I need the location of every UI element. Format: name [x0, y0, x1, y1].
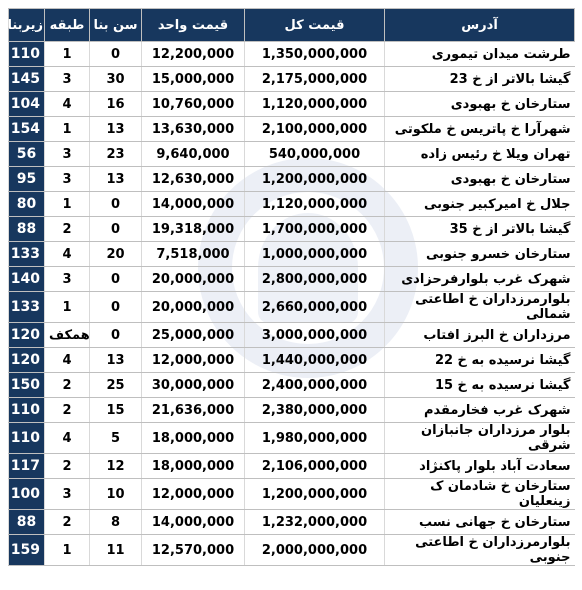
cell-unit-price: 21,636,000 [142, 398, 245, 423]
cell-floor: 1 [45, 535, 90, 566]
header-address: آدرس [385, 9, 575, 42]
cell-age: 16 [90, 92, 142, 117]
cell-unit-price: 19,318,000 [142, 217, 245, 242]
cell-total-price: 3,000,000,000 [245, 323, 385, 348]
cell-age: 13 [90, 117, 142, 142]
table-row [9, 479, 575, 510]
table-row [9, 242, 575, 267]
cell-age: 30 [90, 67, 142, 92]
cell-address: ستارخان خ بهبودی [385, 167, 575, 192]
cell-address: گیشا بالاتر از خ 35 [385, 217, 575, 242]
cell-area: 56 [9, 142, 45, 167]
cell-unit-price: 30,000,000 [142, 373, 245, 398]
cell-unit-price: 13,630,000 [142, 117, 245, 142]
cell-total-price: 1,232,000,000 [245, 510, 385, 535]
cell-age: 13 [90, 348, 142, 373]
cell-total-price: 2,100,000,000 [245, 117, 385, 142]
header-age: سن بنا [90, 9, 142, 42]
cell-address: بلوار مرزداران جانبازان شرقی [385, 423, 575, 454]
cell-area: 117 [9, 454, 45, 479]
cell-age: 15 [90, 398, 142, 423]
table-row [9, 67, 575, 92]
cell-floor: 3 [45, 479, 90, 510]
cell-unit-price: 12,630,000 [142, 167, 245, 192]
cell-total-price: 2,175,000,000 [245, 67, 385, 92]
cell-unit-price: 15,000,000 [142, 67, 245, 92]
cell-floor: 3 [45, 142, 90, 167]
cell-age: 0 [90, 192, 142, 217]
cell-floor: 4 [45, 348, 90, 373]
cell-address: شهرآرا خ پاتریس خ ملکوتی [385, 117, 575, 142]
cell-floor: 2 [45, 217, 90, 242]
cell-age: 5 [90, 423, 142, 454]
cell-floor: 2 [45, 373, 90, 398]
header-total-price: قیمت کل [245, 9, 385, 42]
cell-age: 0 [90, 323, 142, 348]
table-row [9, 142, 575, 167]
table-row [9, 323, 575, 348]
table-row [9, 267, 575, 292]
cell-total-price: 1,980,000,000 [245, 423, 385, 454]
cell-age: 8 [90, 510, 142, 535]
cell-floor: 2 [45, 398, 90, 423]
table-row [9, 117, 575, 142]
cell-total-price: 1,200,000,000 [245, 479, 385, 510]
cell-unit-price: 25,000,000 [142, 323, 245, 348]
cell-address: طرشت میدان تیموری [385, 42, 575, 67]
table-row [9, 192, 575, 217]
cell-area: 100 [9, 479, 45, 510]
cell-floor: 2 [45, 454, 90, 479]
cell-age: 0 [90, 42, 142, 67]
cell-address: شهرک غرب بلوارفرحزادی [385, 267, 575, 292]
cell-unit-price: 10,760,000 [142, 92, 245, 117]
cell-total-price: 2,380,000,000 [245, 398, 385, 423]
cell-area: 150 [9, 373, 45, 398]
cell-total-price: 1,200,000,000 [245, 167, 385, 192]
cell-unit-price: 14,000,000 [142, 510, 245, 535]
cell-floor: 1 [45, 192, 90, 217]
cell-address: مرزداران خ البرز افتاب [385, 323, 575, 348]
cell-total-price: 1,440,000,000 [245, 348, 385, 373]
table-row [9, 510, 575, 535]
cell-floor: 4 [45, 423, 90, 454]
cell-address: شهرک غرب فخارمقدم [385, 398, 575, 423]
cell-area: 88 [9, 510, 45, 535]
header-unit-price: قیمت واحد [142, 9, 245, 42]
cell-age: 0 [90, 217, 142, 242]
cell-age: 11 [90, 535, 142, 566]
cell-unit-price: 12,000,000 [142, 479, 245, 510]
cell-floor: 1 [45, 42, 90, 67]
cell-area: 95 [9, 167, 45, 192]
cell-area: 140 [9, 267, 45, 292]
cell-total-price: 2,800,000,000 [245, 267, 385, 292]
cell-unit-price: 20,000,000 [142, 292, 245, 323]
header-floor: طبقه [45, 9, 90, 42]
cell-age: 20 [90, 242, 142, 267]
table-row [9, 398, 575, 423]
cell-address: ستارخان خ شادمان ک زینعلیان [385, 479, 575, 510]
cell-area: 159 [9, 535, 45, 566]
cell-area: 110 [9, 42, 45, 67]
table-header-row [9, 9, 575, 42]
cell-age: 0 [90, 292, 142, 323]
cell-area: 110 [9, 423, 45, 454]
cell-area: 104 [9, 92, 45, 117]
cell-address: سعادت آباد بلوار پاکنژاد [385, 454, 575, 479]
cell-floor: 3 [45, 267, 90, 292]
cell-age: 12 [90, 454, 142, 479]
cell-unit-price: 12,000,000 [142, 348, 245, 373]
cell-floor: 4 [45, 92, 90, 117]
cell-total-price: 2,660,000,000 [245, 292, 385, 323]
cell-unit-price: 12,200,000 [142, 42, 245, 67]
cell-age: 10 [90, 479, 142, 510]
cell-area: 120 [9, 348, 45, 373]
cell-address: ستارخان خ جهانی نسب [385, 510, 575, 535]
cell-unit-price: 12,570,000 [142, 535, 245, 566]
cell-floor: 3 [45, 167, 90, 192]
cell-unit-price: 18,000,000 [142, 423, 245, 454]
cell-area: 154 [9, 117, 45, 142]
table-row [9, 348, 575, 373]
cell-address: ستارخان خ بهبودی [385, 92, 575, 117]
cell-address: بلوارمرزداران خ اطاعتی جنوبی [385, 535, 575, 566]
header-area: زیربنا [9, 9, 45, 42]
cell-address: جلال خ امیرکبیر جنوبی [385, 192, 575, 217]
cell-total-price: 540,000,000 [245, 142, 385, 167]
cell-area: 120 [9, 323, 45, 348]
table-row [9, 292, 575, 323]
cell-address: گیشا نرسیده به خ 22 [385, 348, 575, 373]
table-row [9, 454, 575, 479]
cell-address: ستارخان خسرو جنوبی [385, 242, 575, 267]
cell-floor: 2 [45, 510, 90, 535]
cell-floor: 1 [45, 292, 90, 323]
cell-total-price: 1,700,000,000 [245, 217, 385, 242]
cell-floor: همکف [45, 323, 90, 348]
table-row [9, 423, 575, 454]
cell-total-price: 2,000,000,000 [245, 535, 385, 566]
cell-total-price: 1,000,000,000 [245, 242, 385, 267]
table-row [9, 92, 575, 117]
price-table-container [8, 8, 574, 566]
property-price-table [8, 8, 575, 566]
cell-total-price: 1,350,000,000 [245, 42, 385, 67]
cell-total-price: 1,120,000,000 [245, 92, 385, 117]
cell-age: 25 [90, 373, 142, 398]
cell-total-price: 2,106,000,000 [245, 454, 385, 479]
cell-area: 80 [9, 192, 45, 217]
cell-age: 23 [90, 142, 142, 167]
cell-area: 110 [9, 398, 45, 423]
cell-address: تهران ویلا خ رئیس زاده [385, 142, 575, 167]
cell-unit-price: 7,518,000 [142, 242, 245, 267]
cell-unit-price: 20,000,000 [142, 267, 245, 292]
cell-address: بلوارمرزداران خ اطاعتی شمالی [385, 292, 575, 323]
cell-age: 0 [90, 267, 142, 292]
table-row [9, 42, 575, 67]
table-row [9, 217, 575, 242]
cell-area: 88 [9, 217, 45, 242]
cell-floor: 1 [45, 117, 90, 142]
table-row [9, 167, 575, 192]
cell-address: گیشا نرسیده به خ 15 [385, 373, 575, 398]
cell-total-price: 2,400,000,000 [245, 373, 385, 398]
cell-area: 145 [9, 67, 45, 92]
table-row [9, 373, 575, 398]
cell-unit-price: 14,000,000 [142, 192, 245, 217]
cell-unit-price: 9,640,000 [142, 142, 245, 167]
cell-age: 13 [90, 167, 142, 192]
cell-floor: 3 [45, 67, 90, 92]
cell-address: گیشا بالاتر از خ 23 [385, 67, 575, 92]
cell-unit-price: 18,000,000 [142, 454, 245, 479]
cell-total-price: 1,120,000,000 [245, 192, 385, 217]
cell-floor: 4 [45, 242, 90, 267]
table-row [9, 535, 575, 566]
cell-area: 133 [9, 242, 45, 267]
cell-area: 133 [9, 292, 45, 323]
